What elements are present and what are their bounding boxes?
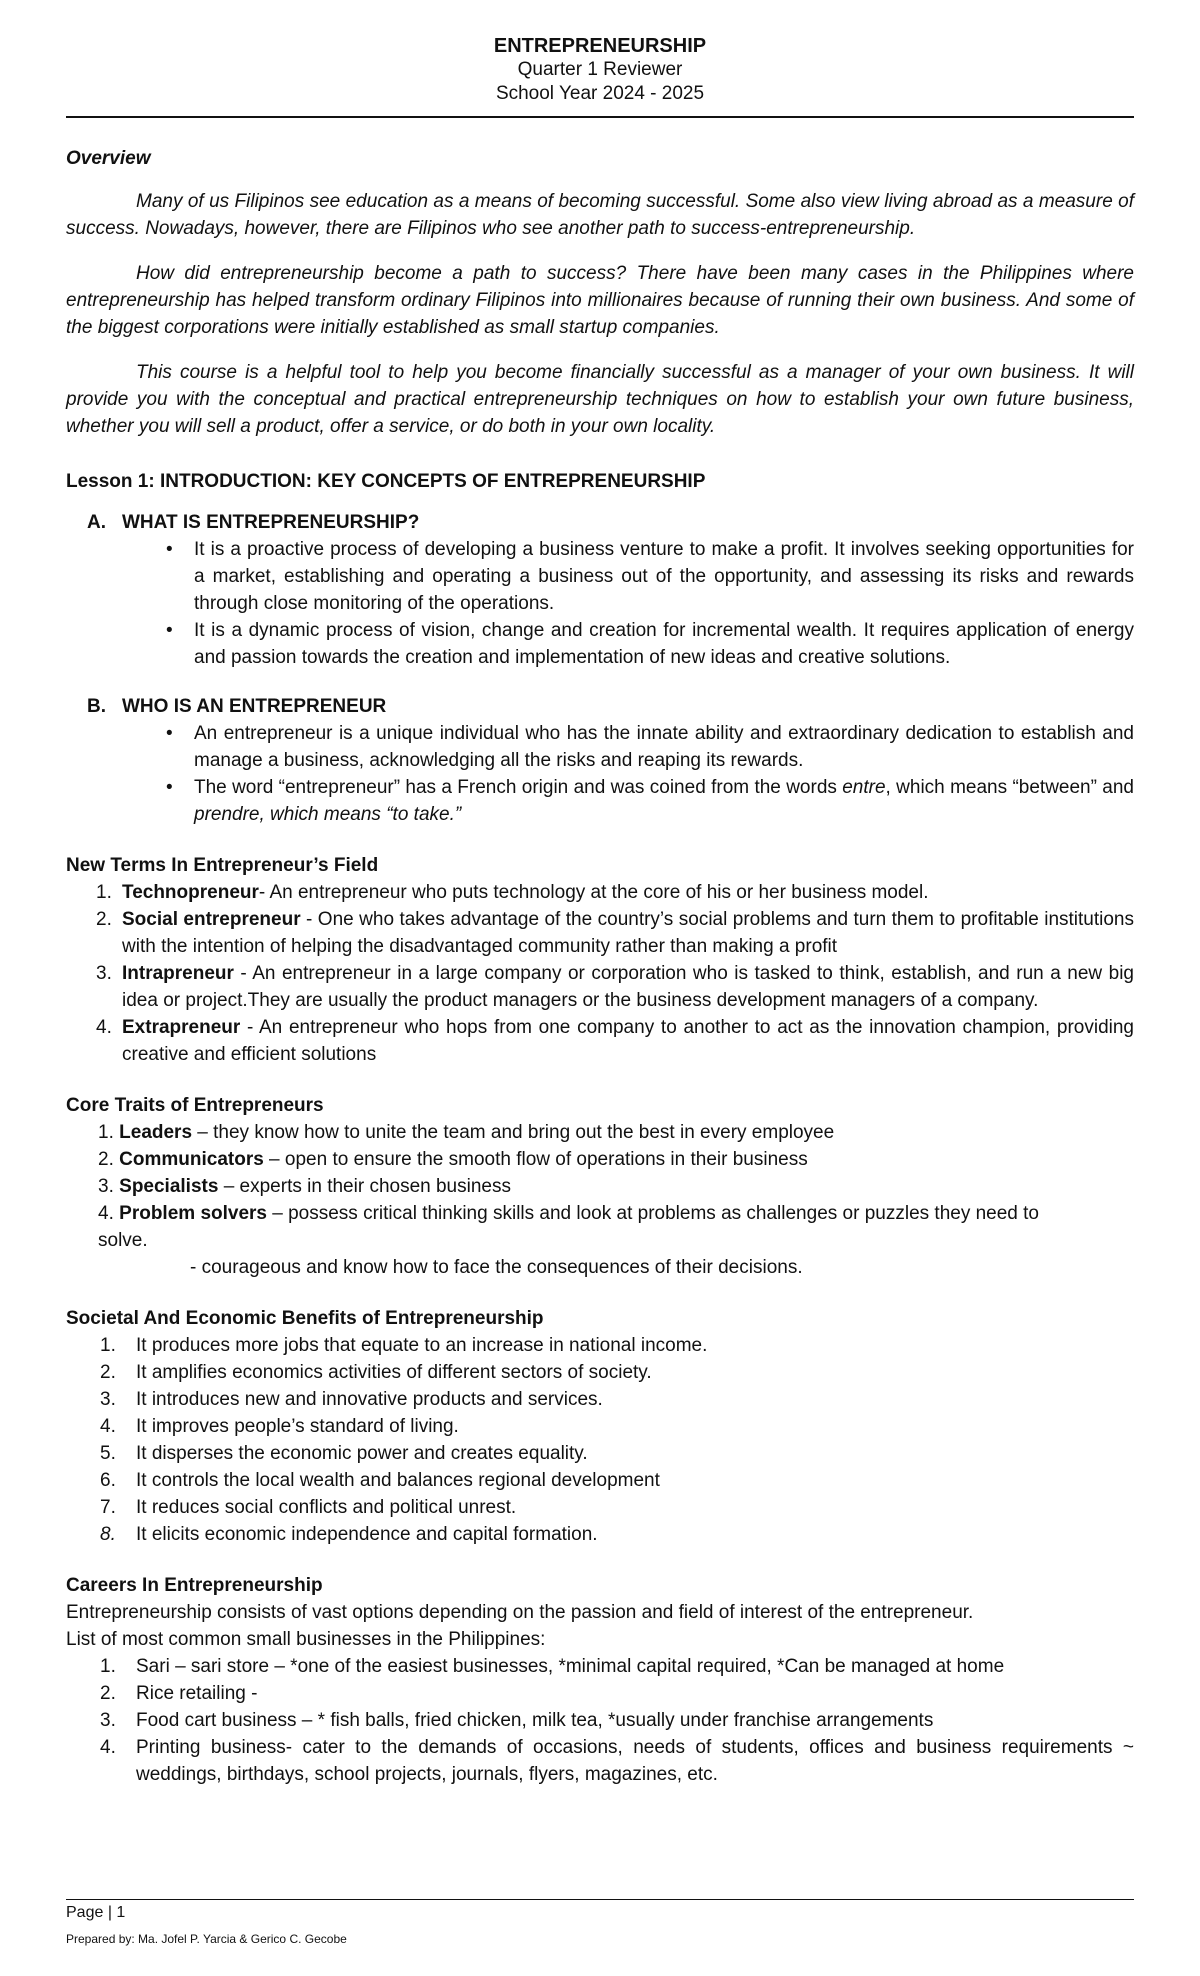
core-traits-list xyxy=(66,1119,1134,1281)
careers-list-title: List of most common small businesses in the Philippines: xyxy=(66,1629,546,1650)
trait-name: Problem solvers xyxy=(119,1203,267,1224)
bullet-item: • An entrepreneur is a unique individual who has the innate ability and extraordinary dedication to establish and manage a business, acknowledging all the risks and reaping its rewards. xyxy=(66,720,1134,774)
trait-extra-line: - courageous and know how to face the consequences of their decisions. xyxy=(190,1257,803,1278)
item-number: 1. xyxy=(98,1122,114,1143)
trait-item xyxy=(66,1173,1134,1200)
benefit-item xyxy=(66,1467,1134,1494)
item-number: 3. xyxy=(96,963,112,984)
overview-heading: Overview xyxy=(66,148,151,169)
term-item xyxy=(66,960,1134,1014)
document-header xyxy=(66,34,1134,106)
benefit-item xyxy=(66,1332,1134,1359)
prepared-by: Prepared by: Ma. Jofel P. Yarcia & Gerico C. Gecobe xyxy=(66,1932,347,1946)
term-description: - An entrepreneur in a large company or corporation who is tasked to think, establish, and run a new big idea or project.They are usually the product managers or the business development managers of a company. xyxy=(122,963,1134,1011)
bullet-text: , which means “between” and xyxy=(885,777,1134,798)
benefit-text: It produces more jobs that equate to an increase in national income. xyxy=(136,1335,708,1356)
term-name: Social entrepreneur xyxy=(122,909,301,930)
item-number: 4. xyxy=(98,1203,114,1224)
trait-name: Specialists xyxy=(119,1176,219,1197)
trait-continuation: solve. xyxy=(98,1230,148,1251)
term-item xyxy=(66,906,1134,960)
item-number: 3. xyxy=(100,1389,116,1410)
bullet-item: • It is a proactive process of developing a business venture to make a profit. It involves seeking opportunities for a market, establishing and operating a business out of the opportunity, and assessing its risks and rewards through close monitoring of the operations. xyxy=(66,536,1134,617)
trait-description: – they know how to unite the team and bring out the best in every employee xyxy=(192,1122,835,1143)
item-number: 1. xyxy=(100,1656,116,1677)
item-number: 4. xyxy=(100,1416,116,1437)
benefit-item xyxy=(66,1413,1134,1440)
item-number: 3. xyxy=(100,1710,116,1731)
item-number: 1. xyxy=(100,1335,116,1356)
business-text: Sari – sari store – *one of the easiest businesses, *minimal capital required, *Can be managed at home xyxy=(136,1656,1005,1677)
benefits-heading: Societal And Economic Benefits of Entrepreneurship xyxy=(66,1308,544,1329)
section-a-bullets xyxy=(66,536,1134,671)
business-text: Rice retailing - xyxy=(136,1683,258,1704)
business-item xyxy=(66,1707,1134,1734)
benefit-text: It reduces social conflicts and political unrest. xyxy=(136,1497,517,1518)
item-number: 2. xyxy=(100,1683,116,1704)
item-number: 6. xyxy=(100,1470,116,1491)
section-b-heading xyxy=(66,693,1134,720)
new-terms-list xyxy=(66,879,1134,1068)
new-terms-heading: New Terms In Entrepreneur’s Field xyxy=(66,855,379,876)
term-description: - An entrepreneur who puts technology at the core of his or her business model. xyxy=(258,882,929,903)
term-item xyxy=(66,1014,1134,1068)
term-name: Intrapreneur xyxy=(122,963,234,984)
footer-divider xyxy=(66,1899,1134,1900)
bullet-item xyxy=(66,774,1134,828)
benefit-item xyxy=(66,1386,1134,1413)
business-text: Printing business- cater to the demands of occasions, needs of students, offices and business requirements ~ weddings, birthdays, school projects, journals, flyers, magazines, etc. xyxy=(136,1737,1134,1785)
benefit-item xyxy=(66,1359,1134,1386)
benefit-text: It elicits economic independence and capital formation. xyxy=(136,1524,598,1545)
item-number: 4. xyxy=(96,1017,112,1038)
section-b-bullets xyxy=(66,720,1134,828)
term-name: Extrapreneur xyxy=(122,1017,241,1038)
section-a-heading xyxy=(66,509,1134,536)
careers-heading: Careers In Entrepreneurship xyxy=(66,1575,323,1596)
document-subtitle: Quarter 1 Reviewer xyxy=(517,59,683,80)
overview-paragraph: This course is a helpful tool to help you become financially successful as a manager of your own business. It will provide you with the conceptual and practical entrepreneurship techniques on how to establish your own future business, whether you will sell a product, offer a service, or do both in your own locality. xyxy=(66,362,1134,437)
benefit-item xyxy=(66,1521,1134,1548)
bullet-text: The word “entrepreneur” has a French origin and was coined from the words xyxy=(194,777,843,798)
header-divider xyxy=(66,116,1134,118)
careers-intro: Entrepreneurship consists of vast options depending on the passion and field of interest of the entrepreneur. xyxy=(66,1602,974,1623)
trait-name: Communicators xyxy=(119,1149,264,1170)
trait-item xyxy=(66,1146,1134,1173)
item-number: 5. xyxy=(100,1443,116,1464)
benefit-text: It improves people’s standard of living. xyxy=(136,1416,459,1437)
item-number: 1. xyxy=(96,882,112,903)
overview-paragraph: How did entrepreneurship become a path to success? There have been many cases in the Philippines where entrepreneurship has helped transform ordinary Filipinos into millionaires because of running their own business. And some of the biggest corporations were initially established as small startup companies. xyxy=(66,263,1134,338)
trait-description: – experts in their chosen business xyxy=(218,1176,511,1197)
trait-item xyxy=(66,1119,1134,1146)
trait-item xyxy=(66,1200,1134,1227)
business-list xyxy=(66,1653,1134,1788)
business-item xyxy=(66,1653,1134,1680)
document-body xyxy=(66,145,1134,1788)
item-number: 4. xyxy=(100,1737,116,1758)
benefit-text: It amplifies economics activities of different sectors of society. xyxy=(136,1362,652,1383)
document-title: ENTREPRENEURSHIP xyxy=(493,35,707,57)
item-number: 2. xyxy=(96,909,112,930)
trait-description: – open to ensure the smooth flow of operations in their business xyxy=(263,1149,808,1170)
benefits-list xyxy=(66,1332,1134,1548)
business-item xyxy=(66,1734,1134,1788)
bullet-item: • It is a dynamic process of vision, change and creation for incremental wealth. It requires application of energy and passion towards the creation and implementation of new ideas and creative solutions. xyxy=(66,617,1134,671)
bullet-text-italic: prendre, which means “to take.” xyxy=(194,804,462,825)
business-text: Food cart business – * fish balls, fried chicken, milk tea, *usually under franchise arrangements xyxy=(136,1710,934,1731)
benefit-item xyxy=(66,1440,1134,1467)
item-number: 8. xyxy=(100,1524,116,1545)
term-description: - An entrepreneur who hops from one company to another to act as the innovation champion, providing creative and efficient solutions xyxy=(122,1017,1134,1065)
benefit-text: It controls the local wealth and balances regional development xyxy=(136,1470,660,1491)
term-description: - One who takes advantage of the country’s social problems and turn them to profitable institutions with the intention of helping the disadvantaged community rather than making a profit xyxy=(122,909,1134,957)
benefit-text: It introduces new and innovative products and services. xyxy=(136,1389,603,1410)
item-number: 3. xyxy=(98,1176,114,1197)
section-title: WHO IS AN ENTREPRENEUR xyxy=(122,696,387,717)
section-letter: B. xyxy=(87,696,106,717)
trait-name: Leaders xyxy=(119,1122,193,1143)
term-name: Technopreneur xyxy=(122,882,259,903)
term-item xyxy=(66,879,1134,906)
trait-description: – possess critical thinking skills and look at problems as challenges or puzzles they need to xyxy=(266,1203,1039,1224)
page-number: Page | 1 xyxy=(66,1904,126,1921)
item-number: 7. xyxy=(100,1497,116,1518)
school-year: School Year 2024 - 2025 xyxy=(495,83,705,104)
section-title: WHAT IS ENTREPRENEURSHIP? xyxy=(122,512,420,533)
bullet-text-italic: entre xyxy=(842,777,886,798)
section-letter: A. xyxy=(87,512,106,533)
lesson-title: Lesson 1: INTRODUCTION: KEY CONCEPTS OF ENTREPRENEURSHIP xyxy=(66,471,706,492)
benefit-text: It disperses the economic power and creates equality. xyxy=(136,1443,588,1464)
item-number: 2. xyxy=(100,1362,116,1383)
overview-paragraph: Many of us Filipinos see education as a means of becoming successful. Some also view living abroad as a measure of success. Nowadays, however, there are Filipinos who see another path to success-entrepreneurship. xyxy=(66,191,1134,239)
business-item xyxy=(66,1680,1134,1707)
item-number: 2. xyxy=(98,1149,114,1170)
benefit-item xyxy=(66,1494,1134,1521)
core-traits-heading: Core Traits of Entrepreneurs xyxy=(66,1095,324,1116)
